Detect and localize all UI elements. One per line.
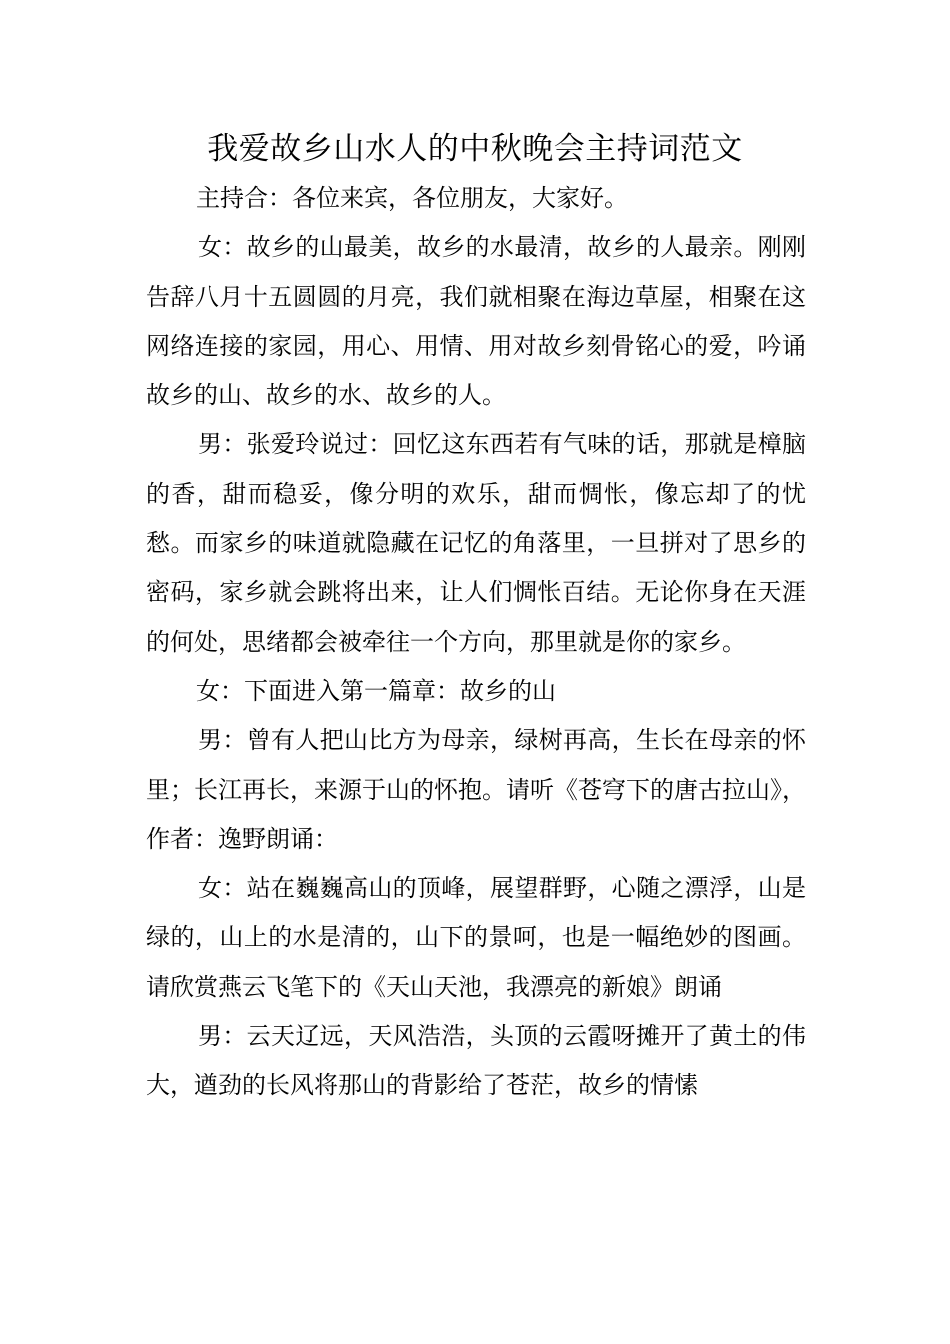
document-title: 我爱故乡山水人的中秋晚会主持词范文 xyxy=(207,131,743,167)
paragraph-host-greeting: 主持合：各位来宾，各位朋友，大家好。 xyxy=(196,184,628,212)
document-body xyxy=(146,174,806,1111)
paragraph-chapter-one: 女：下面进入第一篇章：故乡的山 xyxy=(196,676,556,705)
paragraph-male-sky: 男：云天辽远，天风浩浩，头顶的云霞呀摊开了黄土的伟大，遒劲的长风将那山的背影给了苍茫，故乡的情愫 xyxy=(146,1022,806,1100)
paragraph-male-memory: 男：张爱玲说过：回忆这东西若有气味的话，那就是樟脑的香，甜而稳妥，像分明的欢乐，甜而惆怅，像忘却了的忧愁。而家乡的味道就隐藏在记忆的角落里，一旦拼对了思乡的密码，家乡就会跳将出来，让人们惆怅百结。无论你身在天涯的何处，思绪都会被牵往一个方向，那里就是你的家乡。 xyxy=(146,430,806,656)
paragraph-female-tianshan: 女：站在巍巍高山的顶峰，展望群野，心随之漂浮，山是绿的，山上的水是清的，山下的景呵，也是一幅绝妙的图画。请欣赏燕云飞笔下的《天山天池，我漂亮的新娘》朗诵 xyxy=(146,874,806,1001)
paragraph-male-mountain: 男：曾有人把山比方为母亲，绿树再高，生长在母亲的怀里；长江再长，来源于山的怀抱。请听《苍穹下的唐古拉山》，作者：逸野朗诵： xyxy=(146,726,806,853)
paragraph-female-intro: 女：故乡的山最美，故乡的水最清，故乡的人最亲。刚刚告辞八月十五圆圆的月亮，我们就相聚在海边草屋，相聚在这网络连接的家园，用心、用情、用对故乡刻骨铭心的爱，吟诵故乡的山、故乡的水、故乡的人。 xyxy=(146,233,806,410)
